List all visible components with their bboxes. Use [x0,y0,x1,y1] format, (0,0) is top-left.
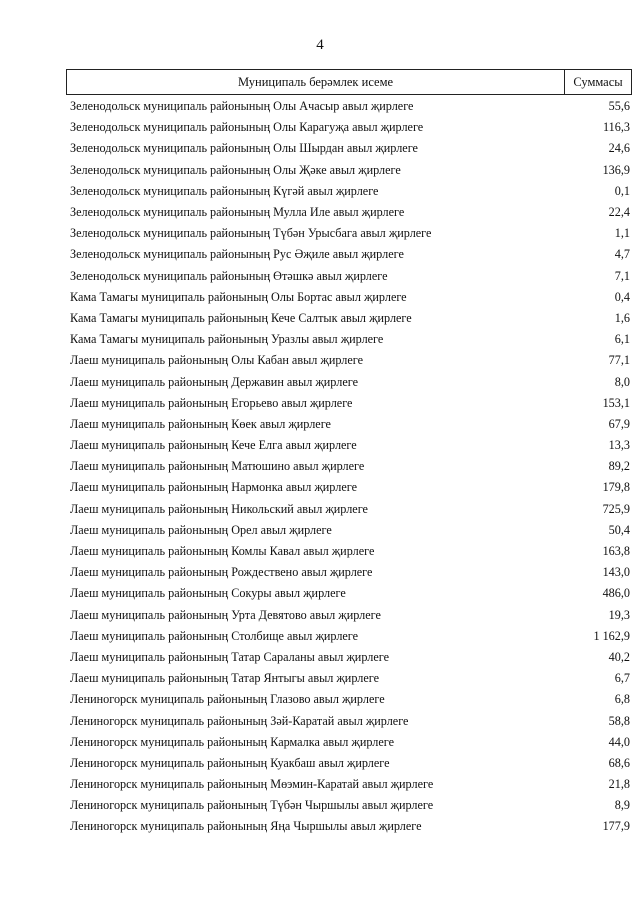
municipality-name: Лаеш муниципаль районының Татар Янтыгы авыл җирлеге [70,671,380,686]
table-row [66,626,632,647]
table-row [66,96,632,117]
municipality-name: Кама Тамагы муниципаль районының Олы Бортас авыл җирлеге [70,289,407,304]
table-row [66,181,632,202]
municipality-name: Зеленодольск муниципаль районының Өтәшкә авыл җирлеге [70,268,388,283]
table-header [66,69,632,95]
amount-value: 0,4 [614,289,630,304]
table-row [66,753,632,774]
municipality-name: Лаеш муниципаль районының Никольский авыл җирлеге [70,501,368,516]
amount-value: 486,0 [602,586,630,601]
amount-value: 22,4 [608,205,630,220]
municipality-name: Зеленодольск муниципаль районының Мулла Иле авыл җирлеге [70,205,405,220]
amount-value: 0,1 [614,183,630,198]
table-row [66,117,632,138]
municipality-name: Кама Тамагы муниципаль районының Уразлы авыл җирлеге [70,332,384,347]
municipality-name: Зеленодольск муниципаль районының Олы Шырдан авыл җирлеге [70,141,418,156]
amount-value: 40,2 [608,649,630,664]
table-row [66,160,632,181]
amount-value: 7,1 [614,268,630,283]
table-row [66,435,632,456]
page-number: 4 [316,37,324,53]
amount-value: 68,6 [608,755,630,770]
table-row [66,605,632,626]
amount-value: 1,1 [614,226,630,241]
amount-value: 89,2 [608,459,630,474]
municipality-name: Лениногорск муниципаль районының Мөэмин-Каратай авыл җирлеге [70,777,434,792]
table-row [66,329,632,350]
amount-value: 24,6 [608,141,630,156]
table-row [66,816,632,837]
amount-value: 8,9 [614,798,630,813]
municipality-name: Зеленодольск муниципаль районының Күгәй авыл җирлеге [70,183,379,198]
table-row [66,795,632,816]
municipality-name: Зеленодольск муниципаль районының Олы Ачасыр авыл җирлеге [70,99,414,114]
table-row [66,477,632,498]
municipality-name: Зеленодольск муниципаль районының Түбән Урысбага авыл җирлеге [70,226,432,241]
amount-value: 143,0 [602,565,630,580]
municipality-name: Лаеш муниципаль районының Олы Кабан авыл җирлеге [70,353,364,368]
municipality-name: Лаеш муниципаль районының Столбище авыл җирлеге [70,628,359,643]
amount-value: 77,1 [608,353,630,368]
amount-value: 19,3 [608,607,630,622]
table-row [66,456,632,477]
municipality-name: Лаеш муниципаль районының Рождествено авыл җирлеге [70,565,373,580]
amount-value: 725,9 [602,501,630,516]
municipality-name: Лениногорск муниципаль районының Кармалка авыл җирлеге [70,734,395,749]
column-header-sum: Суммасы [573,75,623,89]
table-row [66,668,632,689]
amount-value: 50,4 [608,522,630,537]
municipality-name: Лаеш муниципаль районының Орел авыл җирлеге [70,522,332,537]
amount-value: 163,8 [602,544,630,559]
municipality-name: Зеленодольск муниципаль районының Олы Җәке авыл җирлеге [70,162,401,177]
table-row [66,308,632,329]
municipality-name: Лаеш муниципаль районының Татар Сараланы авыл җирлеге [70,649,389,664]
table-row [66,202,632,223]
amount-value: 13,3 [608,438,630,453]
amount-value: 67,9 [608,416,630,431]
municipality-name: Лаеш муниципаль районының Урта Девятово авыл җирлеге [70,607,381,622]
municipality-name: Лаеш муниципаль районының Егорьево авыл җирлеге [70,395,353,410]
amount-value: 8,0 [614,374,630,389]
table-row [66,393,632,414]
amount-value: 1 162,9 [593,628,630,643]
table-row [66,583,632,604]
municipality-name: Лаеш муниципаль районының Кече Елга авыл җирлеге [70,438,357,453]
amount-value: 177,9 [602,819,630,834]
amount-value: 153,1 [602,395,630,410]
table-row [66,371,632,392]
amount-value: 6,8 [614,692,630,707]
table-row [66,350,632,371]
municipality-name: Зеленодольск муниципаль районының Рус Әҗиле авыл җирлеге [70,247,404,262]
table-row [66,414,632,435]
municipality-name: Лениногорск муниципаль районының Яңа Чыршылы авыл җирлеге [70,819,422,834]
amount-value: 136,9 [602,162,630,177]
table-row [66,223,632,244]
municipality-name: Лаеш муниципаль районының Державин авыл җирлеге [70,374,358,389]
table-row [66,244,632,265]
column-header-name: Муниципаль берәмлек исеме [67,70,565,94]
table-row [66,138,632,159]
amount-value: 116,3 [603,120,630,135]
table-row [66,689,632,710]
amount-value: 6,7 [614,671,630,686]
table-row [66,541,632,562]
amount-value: 44,0 [608,734,630,749]
amount-value: 58,8 [608,713,630,728]
amount-value: 1,6 [614,310,630,325]
municipality-name: Лаеш муниципаль районының Матюшино авыл җирлеге [70,459,365,474]
municipality-name: Зеленодольск муниципаль районының Олы Карагуҗа авыл җирлеге [70,120,424,135]
table-row [66,710,632,731]
table-row [66,266,632,287]
municipality-name: Лениногорск муниципаль районының Түбән Чыршылы авыл җирлеге [70,798,434,813]
table-row [66,774,632,795]
amount-value: 6,1 [614,332,630,347]
municipality-name: Лаеш муниципаль районының Сокуры авыл җирлеге [70,586,346,601]
municipality-name: Лаеш муниципаль районының Комлы Кавал авыл җирлеге [70,544,375,559]
amount-value: 21,8 [608,777,630,792]
table-row [66,499,632,520]
table-row [66,647,632,668]
amount-value: 55,6 [608,99,630,114]
amount-value: 4,7 [614,247,630,262]
table-row [66,732,632,753]
table-row [66,520,632,541]
municipality-name: Кама Тамагы муниципаль районының Кече Салтык авыл җирлеге [70,310,412,325]
amount-value: 179,8 [602,480,630,495]
table-row [66,287,632,308]
municipality-name: Лаеш муниципаль районының Көек авыл җирлеге [70,416,331,431]
table-body [66,96,632,838]
table-row [66,562,632,583]
municipality-name: Лениногорск муниципаль районының Куакбаш авыл җирлеге [70,755,390,770]
municipality-name: Лениногорск муниципаль районының Глазово авыл җирлеге [70,692,385,707]
municipality-name: Лаеш муниципаль районының Нармонка авыл җирлеге [70,480,357,495]
municipality-name: Лениногорск муниципаль районының Зәй-Каратай авыл җирлеге [70,713,409,728]
